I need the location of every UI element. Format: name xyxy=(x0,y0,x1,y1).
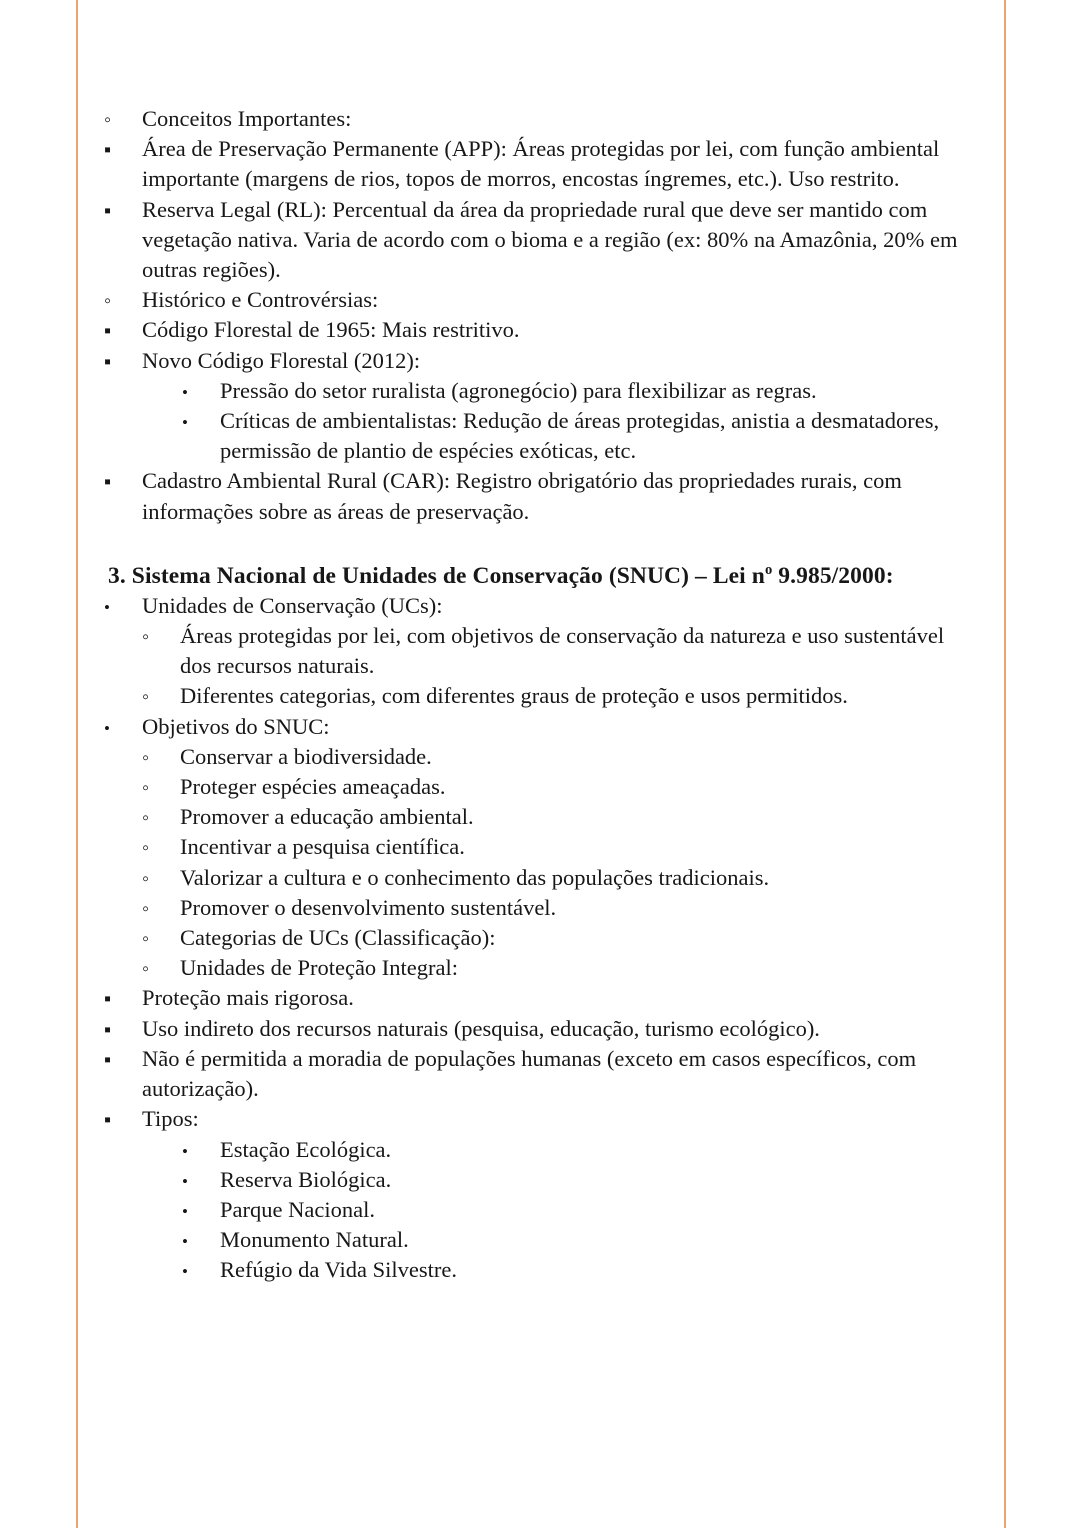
square-bullet-icon xyxy=(104,1044,128,1075)
square-bullet-icon xyxy=(104,466,128,497)
list-item xyxy=(104,1104,976,1134)
list-tipos-protecao-integral xyxy=(182,1135,976,1286)
disc-bullet-icon xyxy=(104,591,128,623)
list-historico-controversias xyxy=(104,285,976,315)
list-item xyxy=(104,315,976,345)
list-item-label: Críticas de ambientalistas: Redução de áreas protegidas, anistia a desmatadores, permissão de plantio de espécies exóticas, etc. xyxy=(220,408,940,464)
section-heading xyxy=(108,561,976,591)
square-bullet-icon xyxy=(104,346,128,377)
list-item xyxy=(142,893,976,923)
section-heading-prefix: 3. Sistema Nacional de Unidades de Conservação (SNUC) – Lei n xyxy=(108,562,765,589)
list-item-label: Reserva Legal (RL): Percentual da área da propriedade rural que deve ser mantido com vegetação nativa. Varia de acordo com o bioma e a região (ex: 80% na Amazônia, 20% em outras regiões). xyxy=(142,196,958,283)
circle-bullet-icon xyxy=(142,742,166,773)
list-item xyxy=(142,923,976,953)
list-item xyxy=(142,742,976,772)
list-item-label: Área de Preservação Permanente (APP): Áreas protegidas por lei, com função ambiental importante (margens de rios, topos de morros, encostas íngremes, etc.). Uso restrito. xyxy=(142,136,940,192)
circle-bullet-icon xyxy=(142,681,166,712)
section-heading-suffix: 9.985/2000: xyxy=(772,562,894,589)
list-item xyxy=(182,1195,976,1225)
list-historico-sub-b xyxy=(104,466,976,526)
square-bullet-icon xyxy=(104,195,128,226)
list-item-label: Unidades de Proteção Integral: xyxy=(180,955,459,981)
square-bullet-icon xyxy=(104,1014,128,1045)
list-item xyxy=(142,953,976,983)
list-item-label: Áreas protegidas por lei, com objetivos de conservação da natureza e uso sustentável dos recursos naturais. xyxy=(180,623,945,679)
list-item xyxy=(182,376,976,406)
list-novo-codigo-subitems xyxy=(182,376,976,467)
disc-bullet-icon xyxy=(182,1255,206,1287)
disc-bullet-icon xyxy=(104,712,128,744)
list-objetivos-snuc xyxy=(104,712,976,742)
list-item-label: Não é permitida a moradia de populações humanas (exceto em casos específicos, com autorização). xyxy=(142,1045,917,1102)
list-item-label: Cadastro Ambiental Rural (CAR): Registro obrigatório das propriedades rurais, com informações sobre as áreas de preservação. xyxy=(142,468,902,524)
list-conceitos-sub xyxy=(104,134,976,285)
list-item xyxy=(104,983,976,1013)
list-item xyxy=(104,104,976,134)
circle-bullet-icon xyxy=(142,802,166,833)
square-bullet-icon xyxy=(104,1104,128,1135)
list-item-label: Estação Ecológica. xyxy=(220,1136,392,1162)
list-item-label: Monumento Natural. xyxy=(220,1227,409,1253)
list-item-label: Promover a educação ambiental. xyxy=(180,804,474,830)
disc-bullet-icon xyxy=(182,376,206,408)
list-item xyxy=(104,712,976,742)
list-item xyxy=(182,406,976,466)
list-item xyxy=(104,195,976,286)
circle-bullet-icon xyxy=(142,893,166,924)
list-item-label: Diferentes categorias, com diferentes graus de proteção e usos permitidos. xyxy=(180,683,848,709)
circle-bullet-icon xyxy=(142,923,166,954)
list-item xyxy=(182,1135,976,1165)
circle-bullet-icon xyxy=(142,832,166,863)
list-item-label: Parque Nacional. xyxy=(220,1196,375,1222)
circle-bullet-icon xyxy=(142,772,166,803)
list-unidades-conservacao xyxy=(104,591,976,621)
list-ucs-sub xyxy=(142,621,976,712)
list-item-label: Tipos: xyxy=(142,1106,199,1132)
list-item-label: Proteger espécies ameaçadas. xyxy=(180,774,446,800)
circle-bullet-icon xyxy=(104,104,128,135)
list-item-label: Código Florestal de 1965: Mais restritivo. xyxy=(142,317,520,343)
list-item xyxy=(182,1165,976,1195)
list-item xyxy=(104,1044,976,1104)
disc-bullet-icon xyxy=(182,1195,206,1227)
list-item-label: Categorias de UCs (Classificação): xyxy=(180,925,496,951)
disc-bullet-icon xyxy=(182,1135,206,1167)
list-item-label: Reserva Biológica. xyxy=(220,1166,392,1192)
list-item-label: Proteção mais rigorosa. xyxy=(142,985,354,1011)
list-item xyxy=(104,134,976,194)
list-item xyxy=(142,621,976,681)
list-historico-sub-a xyxy=(104,315,976,375)
circle-bullet-icon xyxy=(104,285,128,316)
list-item xyxy=(142,681,976,711)
list-item xyxy=(104,285,976,315)
list-item-label: Conservar a biodiversidade. xyxy=(180,743,432,769)
list-item xyxy=(142,832,976,862)
list-item xyxy=(104,1014,976,1044)
list-item xyxy=(142,772,976,802)
list-item-label: Incentivar a pesquisa científica. xyxy=(180,834,465,860)
square-bullet-icon xyxy=(104,134,128,165)
list-item xyxy=(104,346,976,376)
list-item-label: Histórico e Controvérsias: xyxy=(142,287,379,313)
list-conceitos-importantes xyxy=(104,104,976,134)
list-item xyxy=(104,466,976,526)
list-item-label: Pressão do setor ruralista (agronegócio) para flexibilizar as regras. xyxy=(220,377,817,403)
list-item xyxy=(142,802,976,832)
circle-bullet-icon xyxy=(142,863,166,894)
list-item-label: Novo Código Florestal (2012): xyxy=(142,347,421,373)
list-item-label: Uso indireto dos recursos naturais (pesquisa, educação, turismo ecológico). xyxy=(142,1015,820,1041)
disc-bullet-icon xyxy=(182,1165,206,1197)
square-bullet-icon xyxy=(104,315,128,346)
circle-bullet-icon xyxy=(142,953,166,984)
list-protecao-integral xyxy=(104,983,976,1134)
disc-bullet-icon xyxy=(182,406,206,438)
list-item-label: Valorizar a cultura e o conhecimento das populações tradicionais. xyxy=(180,864,770,890)
list-item xyxy=(182,1225,976,1255)
list-item-label: Unidades de Conservação (UCs): xyxy=(142,592,443,618)
square-bullet-icon xyxy=(104,983,128,1014)
circle-bullet-icon xyxy=(142,621,166,652)
list-item-label: Refúgio da Vida Silvestre. xyxy=(220,1257,457,1283)
list-item xyxy=(104,591,976,621)
list-item-label: Conceitos Importantes: xyxy=(142,106,352,131)
disc-bullet-icon xyxy=(182,1225,206,1257)
section-heading-ordinal: o xyxy=(764,562,773,579)
list-item xyxy=(142,863,976,893)
list-item-label: Objetivos do SNUC: xyxy=(142,713,330,739)
list-objetivos-items xyxy=(142,742,976,984)
list-item xyxy=(182,1255,976,1285)
list-item-label: Promover o desenvolvimento sustentável. xyxy=(180,894,557,920)
